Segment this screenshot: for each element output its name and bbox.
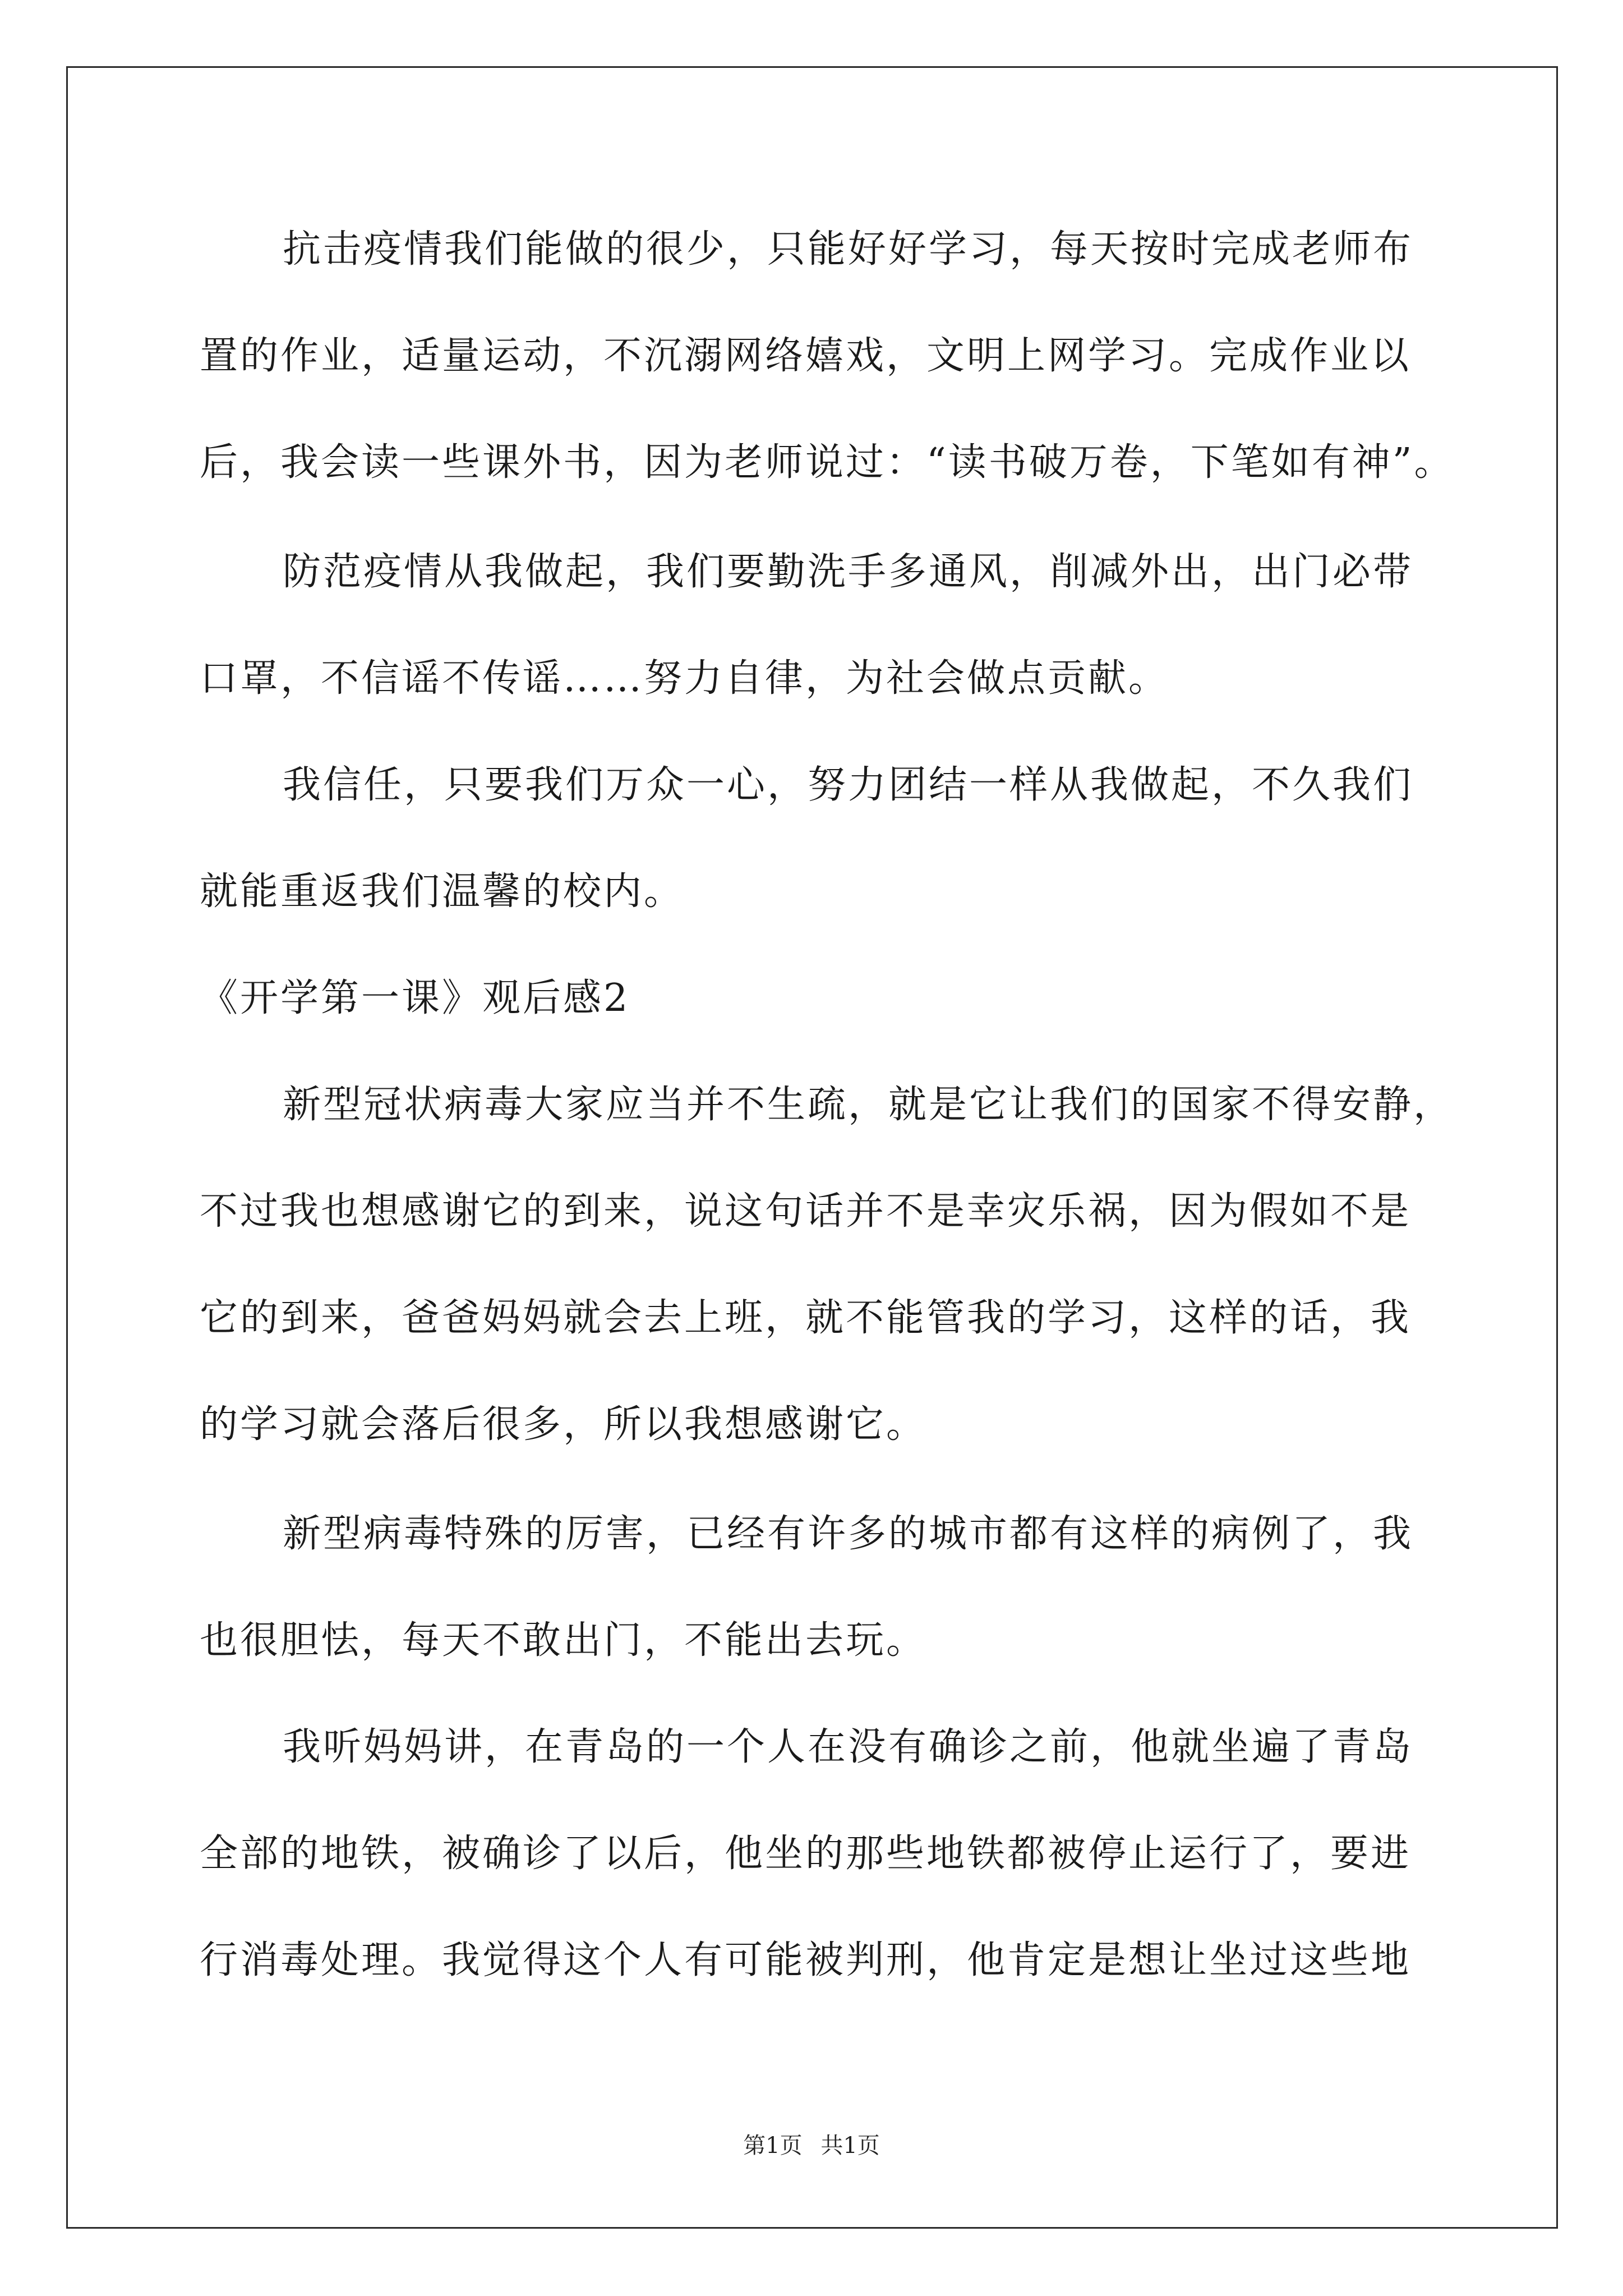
paragraph-line: 行消毒处理。我觉得这个人有可能被判刑，他肯定是想让坐过这些地 (200, 1938, 1412, 1982)
paragraph-line: 就能重返我们温馨的校内。 (200, 869, 685, 914)
paragraph-line: 也很胆怯，每天不敢出门，不能出去玩。 (200, 1618, 927, 1663)
page-border (66, 66, 1558, 2229)
paragraph-line: 口罩，不信谣不传谣……努力自律，为社会做点贡献。 (200, 656, 1169, 701)
paragraph-line: 全部的地铁，被确诊了以后，他坐的那些地铁都被停止运行了，要进 (200, 1832, 1412, 1876)
paragraph-line: 我听妈妈讲，在青岛的一个人在没有确诊之前，他就坐遍了青岛 (283, 1725, 1414, 1769)
paragraph-line: 防范疫情从我做起，我们要勤洗手多通风，削减外出，出门必带 (283, 550, 1414, 594)
paragraph-line: 置的作业，适量运动，不沉溺网络嬉戏，文明上网学习。完成作业以 (200, 334, 1412, 378)
paragraph-line: 抗击疫情我们能做的很少，只能好好学习，每天按时完成老师布 (283, 227, 1414, 272)
section-heading: 《开学第一课》观后感2 (200, 976, 630, 1020)
paragraph-line: 新型冠状病毒大家应当并不生疏，就是它让我们的国家不得安静， (283, 1083, 1454, 1127)
paragraph-line: 新型病毒特殊的厉害，已经有许多的城市都有这样的病例了，我 (283, 1512, 1414, 1556)
page-number-current: 第1页 (743, 2133, 803, 2159)
paragraph-line: 我信任，只要我们万众一心，努力团结一样从我做起，不久我们 (283, 763, 1414, 807)
paragraph-line: 不过我也想感谢它的到来，说这句话并不是幸灾乐祸，因为假如不是 (200, 1189, 1412, 1234)
paragraph-line: 后，我会读一些课外书，因为老师说过：“读书破万卷，下笔如有神”。 (200, 440, 1455, 485)
page-number-total: 共1页 (820, 2133, 880, 2159)
paragraph-line: 它的到来，爸爸妈妈就会去上班，就不能管我的学习，这样的话，我 (200, 1296, 1412, 1340)
paragraph-line: 的学习就会落后很多，所以我想感谢它。 (200, 1402, 927, 1447)
page-footer (0, 2129, 1623, 2162)
